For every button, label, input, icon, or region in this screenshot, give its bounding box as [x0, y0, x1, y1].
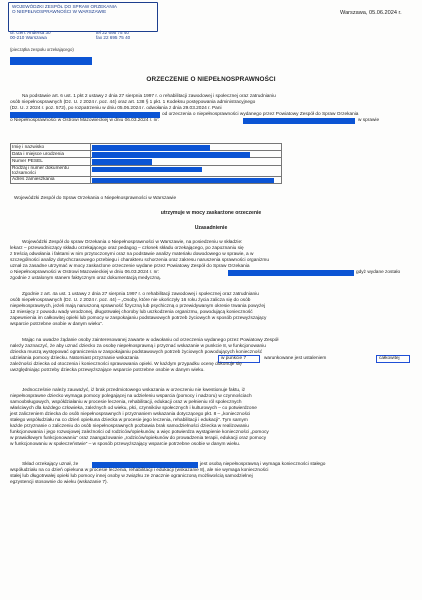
para4-line: samoobsługowych, współdziałaniu w procesie leczenia, rehabilitacji, edukacji oraz w pełnieniu ról społecznych	[10, 400, 242, 405]
table-row	[11, 144, 282, 151]
intro-line-1: Na podstawie art. 6 ust. 1 pkt 2 ustawy z dnia 27 sierpnia 1997 r. o rehabilitacji zawodowej i społecznej oraz zatrudnianiu	[22, 94, 276, 99]
para5-line: egzystencji stosownie do wieku (wskazanie 7).	[10, 480, 108, 485]
para3-line: dziecka muszą występować ograniczenia w zaspokajaniu podstawowych potrzeb życiowych powodujących konieczność	[10, 350, 263, 355]
para1-line: Wojewódzki Zespół do spraw Orzekania o Niepełnosprawności w Warszawie, na posiedzeniu w składzie:	[22, 240, 243, 245]
stamp-line-2: O NIEPEŁNOSPRAWNOŚCI W WARSZAWIE	[12, 9, 107, 15]
field-label: Imię i nazwisko	[11, 144, 91, 151]
table-row	[11, 165, 282, 176]
redaction-block	[92, 152, 250, 158]
highlight-text: w punkcie 7	[221, 356, 247, 361]
field-label: Rodzaj i numer dokumentu tożsamości	[11, 165, 91, 176]
para4-line: jest zaliczeniem dziecka do osób niepełnosprawnych i przyznaniem wskazania dotyczącego pkt. 8 – „konieczności	[10, 412, 251, 417]
document-title: ORZECZENIE O NIEPEŁNOSPRAWNOŚCI	[146, 76, 276, 83]
decision-text: utrzymuje w mocy zaskarżone orzeczenie	[160, 210, 262, 216]
para1-line: uznał za zasadne utrzymać w mocy zaskarżone orzeczenie wydane przez Powiatowy Zespół do Spraw Orzekania	[10, 264, 250, 269]
redaction-block	[228, 270, 354, 276]
para3-line: udzielania pomocy dziecku. Natomiast przyznanie wskazania	[10, 356, 139, 361]
para4-line: w prawidłowym funkcjonowaniu” oraz zaangażowanie „rodziców/opiekunów do prowadzenia terapii, edukacji oraz pomocy	[10, 436, 267, 441]
para1-line: o Niepełnosprawności w Ostrowi Mazowieckiej w dniu 06.03.2024 r. nr:	[10, 270, 160, 275]
para5-line: Skład orzekający uznał, że	[22, 462, 79, 467]
para5-line: współudziału na co dzień opiekuna w procesie leczenia, rehabilitacji i edukacji (wskazanie 8), ale nie wymaga konieczności	[10, 468, 269, 473]
para2-line: wsparcie potrzebne osobie w danym wieku”.	[10, 322, 104, 327]
redaction-block	[92, 178, 274, 184]
justification-heading: Uzasadnienie	[194, 225, 228, 231]
para4-line: niepełnosprawne dziecko wymaga pomocy polegającej na udzieleniu wsparcia (pomocy i nadzoru) w czynnościach	[10, 394, 252, 399]
redaction-block	[243, 118, 355, 124]
redaction-block	[92, 145, 210, 151]
field-value	[91, 151, 282, 158]
field-label: Numer PESEL	[11, 158, 91, 165]
personal-data-table	[10, 143, 282, 184]
institution-stamp	[8, 2, 158, 32]
field-label: Data i miejsce urodzenia	[11, 151, 91, 158]
stamp-line-1: WOJEWÓDZKI ZESPÓŁ DO SPRAW ORZEKANIA	[12, 4, 117, 9]
para1-line: lekarz – przewodniczący składu orzekającego oraz pedagog – członek składu orzekającego, po zapoznaniu się	[10, 246, 244, 251]
para1-line: szczególności analizy dotychczasowego przebiegu i charakteru schorzenia oraz zakresu naruszenia sprawności organizmu	[10, 258, 270, 263]
para4-line: każde przyznanie o zaliczeniu do osób niepełnosprawnych pozbawia brak samodzielności dziecka w realizowaniu	[10, 424, 249, 429]
table-row	[11, 151, 282, 158]
stamp-tel: tel 22 695 75 40	[96, 30, 129, 35]
intro-line-6: w sprawie	[358, 118, 380, 123]
intro-line-4: od orzeczenia o niepełnosprawności wydanego przez Powiatowy Zespół do Spraw Orzekania	[162, 112, 359, 117]
para2-line: 12 miesięcy z powodu wady wrodzonej, długotrwałej choroby lub uszkodzenia organizmu, powodującą konieczność	[10, 310, 253, 315]
para4-line: właściwych dla każdego człowieka, zależnych od wieku, płci, czynników społecznych i kulturowych – co potwierdzone	[10, 406, 257, 411]
highlight-text: całkowitej	[379, 356, 400, 361]
para4-line: funkcjonowania i jego rozwojowej zależności od rodziców/opiekunów, a więc potwierdza wystąpienie konieczności „pomocy	[10, 430, 269, 435]
address-line-1: ul. Gen. Andersa 30	[10, 30, 51, 35]
address-line-2: 00-210 Warszawa	[10, 35, 47, 41]
para3-line: uwzględniając potrzeby dziecka przewyższające wsparcie potrzebne osobie w danym wieku.	[10, 368, 205, 373]
para3-line: należy zaznaczyć, że aby uznać dziecko za osobę niepełnosprawną i przyznać wskazanie w punkcie 8, w funkcjonowaniu	[10, 344, 266, 349]
table-row	[11, 176, 282, 183]
para2-line: zapewnienia im całkowitej opieki lub pomocy w zaspokajaniu podstawowych potrzeb życiowych w sposób przewyższający	[10, 316, 267, 321]
stamp-address	[10, 30, 90, 41]
para5-line: jest osobą niepełnosprawną i wymaga konieczności stałego	[200, 462, 326, 467]
field-value	[91, 158, 282, 165]
para2-line: Zgodnie z art. 4a ust. 1 ustawy z dnia 27 sierpnia 1997 r. o rehabilitacji zawodowej i społecznej oraz zatrudnianiu	[22, 292, 259, 297]
para2-line: niepełnosprawnych, jeżeli mają naruszoną sprawność fizyczną lub psychiczną o przewidywanym okresie trwania powyżej	[10, 304, 266, 309]
table-row	[11, 158, 282, 165]
para1-line: gdyż wydane zostało	[356, 270, 401, 275]
para2-line: osób niepełnosprawnych (Dz. U. z 2024 r. poz. 44) – „Osoby, które nie ukończyły 16 roku życia zalicza się do osób	[10, 298, 251, 303]
para3-line: Mając na uwadze żądanie osoby zainteresowanej zawarte w odwołaniu od orzeczenia wydanego przez Powiatowy Zespół	[22, 338, 279, 343]
field-value	[91, 144, 282, 151]
field-label: Adres zamieszkania	[11, 176, 91, 183]
field-value	[91, 176, 282, 183]
intro-line-2: osób niepełnosprawnych (Dz. U. z 2024 r. poz. 44) oraz art. 138 § 1 pkt. 1 Kodeksu postępowania administracyjnego	[10, 100, 256, 105]
field-value	[91, 165, 282, 176]
redaction-block	[92, 167, 202, 173]
para5-line: stałej lub długotrwałej opieki lub pomocy innej osoby w związku ze znacznie ograniczoną możliwością samodzielnej	[10, 474, 253, 479]
intro-line-3: (Dz. U. z 2024 r. poz. 572), po rozpatrzeniu w dniu 05.06.2024 r. odwołania z dnia 29.03.2024 r. Pani	[10, 106, 222, 111]
para4-line: stałego współudziału na co dzień opiekuna dziecka w procesie jego leczenia, rehabilitacji i edukacji”. Tym samym	[10, 418, 248, 423]
para1-line: zgodnie z ustalonym stanem faktycznym oraz dokumentacją medyczną.	[10, 276, 162, 281]
para3-line: warunkowane jest ustaleniem	[264, 356, 327, 361]
stamp-fax: fax 22 695 75 40	[96, 35, 131, 41]
stamp-caption: (pieczątka zespołu orzekającego)	[10, 47, 74, 52]
para3-line: zależności dziecka od otoczenia i konieczności sprawowania opieki. W każdym przypadku ocenę dokonuje się	[10, 362, 242, 367]
redaction-block	[92, 159, 152, 165]
issuer-line: Wojewódzki Zespół do Spraw Orzekania o Niepełnosprawności w Warszawie	[14, 196, 177, 201]
document-date: Warszawa, 05.06.2024 r.	[340, 10, 402, 16]
para4-line: Jednocześnie należy zauważyć, iż brak przedmiotowego wskazania w orzeczeniu nie kwestionuje faktu, iż	[22, 388, 246, 393]
intro-line-5: o Niepełnosprawności w Ostrowi Mazowieckiej w dniu 06.03.2024 r. nr:	[10, 118, 160, 123]
para4-line: w funkcjonowaniu w społeczeństwie” – w sposób przewyższający wsparcie potrzebne osobie w danym wieku.	[10, 442, 241, 447]
stamp-phone	[96, 30, 166, 41]
redaction-block	[10, 57, 92, 65]
para1-line: z treścią odwołania i faktami w nim przytoczonymi oraz na podstawie analizy materiału dowodowego w sprawie, a w	[10, 252, 254, 257]
